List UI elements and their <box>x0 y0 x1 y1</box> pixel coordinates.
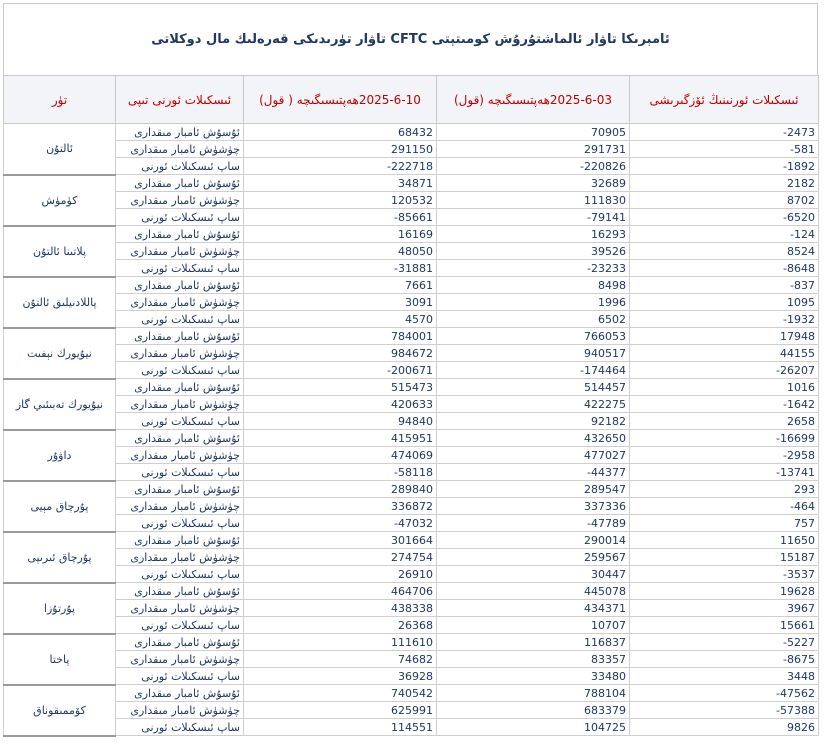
week-0603-cell[interactable]: 683379 <box>437 702 630 719</box>
table-row <box>4 634 819 651</box>
position-type-cell[interactable]: ساپ ئىسكىلات ئورنى <box>116 668 244 685</box>
table-row <box>4 668 819 685</box>
week-0610-cell[interactable]: 26368 <box>244 617 437 634</box>
change-cell[interactable]: 44155 <box>630 345 819 362</box>
position-type-cell[interactable]: ساپ ئىسكىلات ئورنى <box>116 260 244 277</box>
week-0603-cell[interactable]: 70905 <box>437 124 630 141</box>
week-0603-cell[interactable]: 514457 <box>437 379 630 396</box>
position-type-cell[interactable]: چۈشۈش ئامبار مىقدارى <box>116 141 244 158</box>
position-type-cell[interactable]: ساپ ئىسكىلات ئورنى <box>116 158 244 175</box>
week-0603-cell[interactable]: 788104 <box>437 685 630 702</box>
position-type-cell[interactable]: ئۇسۇش ئامبار مىقدارى <box>116 685 244 702</box>
change-cell[interactable]: -8648 <box>630 260 819 277</box>
table-row <box>4 498 819 515</box>
position-type-cell[interactable]: چۈشۈش ئامبار مىقدارى <box>116 294 244 311</box>
week-0610-cell[interactable]: 3091 <box>244 294 437 311</box>
week-0610-cell[interactable]: 16169 <box>244 226 437 243</box>
position-type-cell[interactable]: ساپ ئىسكىلات ئورنى <box>116 515 244 532</box>
table-row <box>4 685 819 702</box>
category-cell[interactable]: پلاتىنا ئالتۇن <box>4 226 116 277</box>
week-0610-cell[interactable]: 274754 <box>244 549 437 566</box>
header-position-type[interactable]: ئىسكىلات ئورنى تىپى <box>116 76 244 124</box>
change-cell[interactable]: 11650 <box>630 532 819 549</box>
position-type-cell[interactable]: ساپ ئىسكىلات ئورنى <box>116 362 244 379</box>
week-0610-cell[interactable]: 120532 <box>244 192 437 209</box>
table-row <box>4 549 819 566</box>
week-0603-cell[interactable]: 422275 <box>437 396 630 413</box>
cot-table <box>3 75 819 737</box>
week-0610-cell[interactable]: 420633 <box>244 396 437 413</box>
change-cell[interactable]: -581 <box>630 141 819 158</box>
week-0610-cell[interactable]: 301664 <box>244 532 437 549</box>
category-cell[interactable]: پۇرچاق ئىرىپى <box>4 532 116 583</box>
change-cell[interactable]: -5227 <box>630 634 819 651</box>
week-0603-cell[interactable]: -44377 <box>437 464 630 481</box>
week-0610-cell[interactable]: -31881 <box>244 260 437 277</box>
position-type-cell[interactable]: ساپ ئىسكىلات ئورنى <box>116 617 244 634</box>
week-0610-cell[interactable]: 94840 <box>244 413 437 430</box>
table-row <box>4 158 819 175</box>
week-0610-cell[interactable]: 984672 <box>244 345 437 362</box>
week-0603-cell[interactable]: 940517 <box>437 345 630 362</box>
week-0610-cell[interactable]: 7661 <box>244 277 437 294</box>
table-body <box>4 124 819 736</box>
week-0603-cell[interactable]: 116837 <box>437 634 630 651</box>
change-cell[interactable]: -16699 <box>630 430 819 447</box>
position-type-cell[interactable]: چۈشۈش ئامبار مىقدارى <box>116 651 244 668</box>
position-type-cell[interactable]: ئۇسۇش ئامبار مىقدارى <box>116 634 244 651</box>
change-cell[interactable]: 1016 <box>630 379 819 396</box>
table-row <box>4 328 819 345</box>
position-type-cell[interactable]: چۈشۈش ئامبار مىقدارى <box>116 447 244 464</box>
change-cell[interactable]: -1642 <box>630 396 819 413</box>
week-0603-cell[interactable]: 6502 <box>437 311 630 328</box>
position-type-cell[interactable]: چۈشۈش ئامبار مىقدارى <box>116 345 244 362</box>
change-cell[interactable]: -1892 <box>630 158 819 175</box>
table-row <box>4 447 819 464</box>
change-cell[interactable]: -1932 <box>630 311 819 328</box>
week-0610-cell[interactable]: 291150 <box>244 141 437 158</box>
table-row <box>4 209 819 226</box>
category-cell[interactable]: پاللادىيلىق ئالتۇن <box>4 277 116 328</box>
header-change[interactable]: ئىسكىلات ئورنىنىڭ ئۆزگىرىشى <box>630 76 819 124</box>
change-cell[interactable]: 3967 <box>630 600 819 617</box>
header-row <box>4 76 819 124</box>
position-type-cell[interactable]: ئۇسۇش ئامبار مىقدارى <box>116 226 244 243</box>
position-type-cell[interactable]: چۈشۈش ئامبار مىقدارى <box>116 600 244 617</box>
table-row <box>4 481 819 498</box>
category-cell[interactable]: نيۇيورك نېفىت <box>4 328 116 379</box>
week-0603-cell[interactable]: 92182 <box>437 413 630 430</box>
change-cell[interactable]: -8675 <box>630 651 819 668</box>
change-cell[interactable]: -3537 <box>630 566 819 583</box>
week-0610-cell[interactable]: 26910 <box>244 566 437 583</box>
category-cell[interactable]: داۋۇر <box>4 430 116 481</box>
change-cell[interactable]: 9826 <box>630 719 819 736</box>
week-0603-cell[interactable]: 766053 <box>437 328 630 345</box>
table-row <box>4 719 819 736</box>
week-0610-cell[interactable]: 415951 <box>244 430 437 447</box>
week-0610-cell[interactable]: 74682 <box>244 651 437 668</box>
week-0603-cell[interactable]: 39526 <box>437 243 630 260</box>
report-title: ئامېرىكا تاۋار ئالماشتۇرۇش كومىتېتى CFTC تاۋار تۈرىدىكى قەرەلىك مال دوكلاتى <box>3 3 818 75</box>
position-type-cell[interactable]: ساپ ئىسكىلات ئورنى <box>116 464 244 481</box>
week-0610-cell[interactable]: -58118 <box>244 464 437 481</box>
position-type-cell[interactable]: ساپ ئىسكىلات ئورنى <box>116 566 244 583</box>
week-0610-cell[interactable]: 68432 <box>244 124 437 141</box>
position-type-cell[interactable]: ئۇسۇش ئامبار مىقدارى <box>116 328 244 345</box>
change-cell[interactable]: 2182 <box>630 175 819 192</box>
category-cell[interactable]: پاختا <box>4 634 116 685</box>
position-type-cell[interactable]: ئۇسۇش ئامبار مىقدارى <box>116 124 244 141</box>
position-type-cell[interactable]: ساپ ئىسكىلات ئورنى <box>116 719 244 736</box>
position-type-cell[interactable]: ساپ ئىسكىلات ئورنى <box>116 311 244 328</box>
week-0610-cell[interactable]: 111610 <box>244 634 437 651</box>
week-0603-cell[interactable]: 477027 <box>437 447 630 464</box>
position-type-cell[interactable]: ئۇسۇش ئامبار مىقدارى <box>116 277 244 294</box>
week-0603-cell[interactable]: -220826 <box>437 158 630 175</box>
week-0603-cell[interactable]: 1996 <box>437 294 630 311</box>
change-cell[interactable]: 2658 <box>630 413 819 430</box>
week-0610-cell[interactable]: 4570 <box>244 311 437 328</box>
week-0603-cell[interactable]: 291731 <box>437 141 630 158</box>
table-row <box>4 566 819 583</box>
table-row <box>4 430 819 447</box>
change-cell[interactable]: -2473 <box>630 124 819 141</box>
category-cell[interactable]: پۇرچاق مېيى <box>4 481 116 532</box>
table-row <box>4 260 819 277</box>
week-0610-cell[interactable]: 625991 <box>244 702 437 719</box>
position-type-cell[interactable]: چۈشۈش ئامبار مىقدارى <box>116 243 244 260</box>
week-0603-cell[interactable]: -47789 <box>437 515 630 532</box>
table-row <box>4 192 819 209</box>
change-cell[interactable]: -47562 <box>630 685 819 702</box>
table-row <box>4 277 819 294</box>
category-cell[interactable]: ئالتۇن <box>4 124 116 175</box>
position-type-cell[interactable]: ئۇسۇش ئامبار مىقدارى <box>116 583 244 600</box>
change-cell[interactable]: 8524 <box>630 243 819 260</box>
week-0610-cell[interactable]: 336872 <box>244 498 437 515</box>
table-row <box>4 226 819 243</box>
week-0610-cell[interactable]: 515473 <box>244 379 437 396</box>
week-0603-cell[interactable]: 33480 <box>437 668 630 685</box>
week-0603-cell[interactable]: 30447 <box>437 566 630 583</box>
week-0603-cell[interactable]: 8498 <box>437 277 630 294</box>
week-0610-cell[interactable]: 474069 <box>244 447 437 464</box>
week-0603-cell[interactable]: 16293 <box>437 226 630 243</box>
change-cell[interactable]: -6520 <box>630 209 819 226</box>
week-0603-cell[interactable]: 434371 <box>437 600 630 617</box>
position-type-cell[interactable]: ئۇسۇش ئامبار مىقدارى <box>116 532 244 549</box>
category-cell[interactable]: كۆممىقوناق <box>4 685 116 736</box>
header-week-0610[interactable]: 2025-6-10ھەپتىسىگىچە ( قول) <box>244 76 437 124</box>
change-cell[interactable]: 293 <box>630 481 819 498</box>
table-row <box>4 141 819 158</box>
table-row <box>4 379 819 396</box>
change-cell[interactable]: 8702 <box>630 192 819 209</box>
week-0610-cell[interactable]: 289840 <box>244 481 437 498</box>
week-0610-cell[interactable]: 438338 <box>244 600 437 617</box>
header-category[interactable]: تۈر <box>4 76 116 124</box>
week-0610-cell[interactable]: -222718 <box>244 158 437 175</box>
week-0603-cell[interactable]: 290014 <box>437 532 630 549</box>
table-row <box>4 651 819 668</box>
change-cell[interactable]: 15661 <box>630 617 819 634</box>
change-cell[interactable]: -464 <box>630 498 819 515</box>
change-cell[interactable]: -26207 <box>630 362 819 379</box>
change-cell[interactable]: -2958 <box>630 447 819 464</box>
change-cell[interactable]: -124 <box>630 226 819 243</box>
position-type-cell[interactable]: چۈشۈش ئامبار مىقدارى <box>116 498 244 515</box>
table-row <box>4 396 819 413</box>
change-cell[interactable]: -837 <box>630 277 819 294</box>
table-row <box>4 362 819 379</box>
week-0603-cell[interactable]: 104725 <box>437 719 630 736</box>
table-row <box>4 702 819 719</box>
week-0603-cell[interactable]: -174464 <box>437 362 630 379</box>
header-week-0603[interactable]: 2025-6-03ھەپتىسىگىچە (قول) <box>437 76 630 124</box>
week-0603-cell[interactable]: -23233 <box>437 260 630 277</box>
week-0603-cell[interactable]: 83357 <box>437 651 630 668</box>
table-row <box>4 294 819 311</box>
change-cell[interactable]: 757 <box>630 515 819 532</box>
table-row <box>4 515 819 532</box>
table-row <box>4 243 819 260</box>
week-0603-cell[interactable]: 337336 <box>437 498 630 515</box>
position-type-cell[interactable]: ئۇسۇش ئامبار مىقدارى <box>116 430 244 447</box>
table-row <box>4 413 819 430</box>
week-0610-cell[interactable]: 48050 <box>244 243 437 260</box>
table-row <box>4 175 819 192</box>
week-0603-cell[interactable]: 432650 <box>437 430 630 447</box>
position-type-cell[interactable]: ساپ ئىسكىلات ئورنى <box>116 209 244 226</box>
week-0610-cell[interactable]: -200671 <box>244 362 437 379</box>
table-row <box>4 600 819 617</box>
change-cell[interactable]: 15187 <box>630 549 819 566</box>
change-cell[interactable]: -13741 <box>630 464 819 481</box>
week-0603-cell[interactable]: 259567 <box>437 549 630 566</box>
week-0610-cell[interactable]: -47032 <box>244 515 437 532</box>
week-0603-cell[interactable]: -79141 <box>437 209 630 226</box>
position-type-cell[interactable]: چۈشۈش ئامبار مىقدارى <box>116 549 244 566</box>
week-0610-cell[interactable]: 464706 <box>244 583 437 600</box>
week-0610-cell[interactable]: 784001 <box>244 328 437 345</box>
week-0610-cell[interactable]: 36928 <box>244 668 437 685</box>
position-type-cell[interactable]: چۈشۈش ئامبار مىقدارى <box>116 192 244 209</box>
week-0603-cell[interactable]: 111830 <box>437 192 630 209</box>
change-cell[interactable]: -57388 <box>630 702 819 719</box>
table-row <box>4 464 819 481</box>
position-type-cell[interactable]: چۈشۈش ئامبار مىقدارى <box>116 702 244 719</box>
category-cell[interactable]: پۇرتۇزا <box>4 583 116 634</box>
week-0603-cell[interactable]: 445078 <box>437 583 630 600</box>
position-type-cell[interactable]: ساپ ئىسكىلات ئورنى <box>116 413 244 430</box>
table-row <box>4 311 819 328</box>
table-row <box>4 345 819 362</box>
week-0610-cell[interactable]: 740542 <box>244 685 437 702</box>
change-cell[interactable]: 17948 <box>630 328 819 345</box>
category-cell[interactable]: كۈمۈش <box>4 175 116 226</box>
table-row <box>4 583 819 600</box>
change-cell[interactable]: 19628 <box>630 583 819 600</box>
week-0603-cell[interactable]: 32689 <box>437 175 630 192</box>
week-0610-cell[interactable]: -85661 <box>244 209 437 226</box>
table-row <box>4 532 819 549</box>
change-cell[interactable]: 3448 <box>630 668 819 685</box>
table-row <box>4 124 819 141</box>
change-cell[interactable]: 1095 <box>630 294 819 311</box>
week-0610-cell[interactable]: 114551 <box>244 719 437 736</box>
week-0603-cell[interactable]: 10707 <box>437 617 630 634</box>
position-type-cell[interactable]: ئۇسۇش ئامبار مىقدارى <box>116 379 244 396</box>
position-type-cell[interactable]: چۈشۈش ئامبار مىقدارى <box>116 396 244 413</box>
category-cell[interactable]: نيۇيورك تەبىئىي گاز <box>4 379 116 430</box>
week-0603-cell[interactable]: 289547 <box>437 481 630 498</box>
position-type-cell[interactable]: ئۇسۇش ئامبار مىقدارى <box>116 175 244 192</box>
position-type-cell[interactable]: ئۇسۇش ئامبار مىقدارى <box>116 481 244 498</box>
table-row <box>4 617 819 634</box>
week-0610-cell[interactable]: 34871 <box>244 175 437 192</box>
